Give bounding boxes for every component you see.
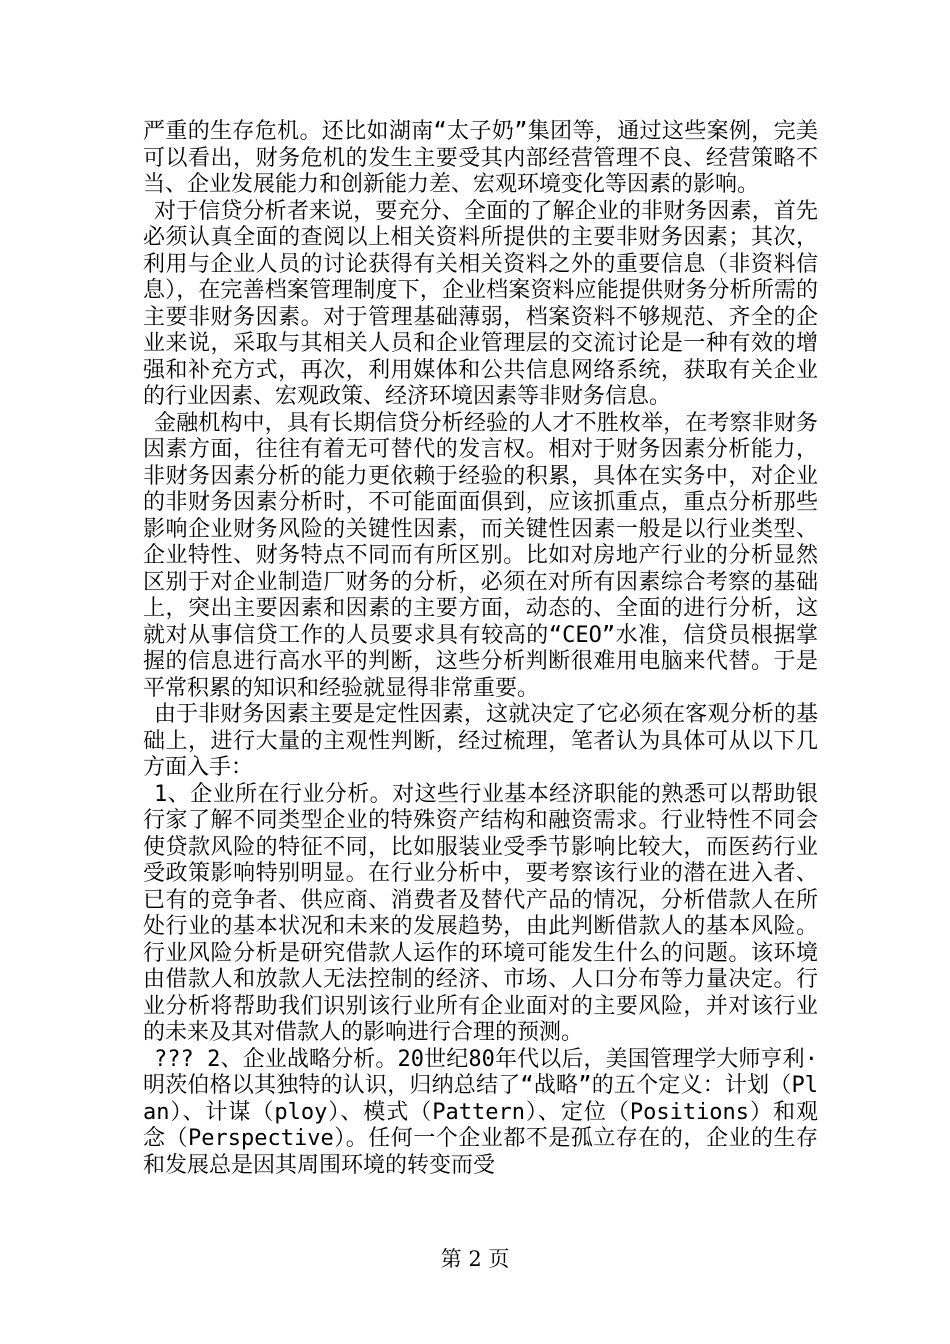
paragraph-2: 对于信贷分析者来说，要充分、全面的了解企业的非财务因素，首先必须认真全面的查阅以上相关资料所提供的主要非财务因素；其次，利用与企业人员的讨论获得有关相关资料之外的重要信息（非资料信息），在完善档案管理制度下，企业档案资料应能提供财务分析所需的主要非财务因素。对于管理基础薄弱，档案资料不够规范、齐全的企业来说，采取与其相关人员和企业管理层的交流讨论是一种有效的增强和补充方式，再次，利用媒体和公共信息网络系统，获取有关企业的行业因素、宏观政策、经济环境因素等非财务信息。	[143, 198, 818, 409]
paragraph-6: ??? 2、企业战略分析。20世纪80年代以后，美国管理学大师亨利·明茨伯格以其独特的认识，归纳总结了“战略”的五个定义：计划（Plan）、计谋（ploy）、模式（Pattern）、定位（Positions）和观念（Perspective）。任何一个企业都不是孤立存在的，企业的生存和发展总是因其周围环境的转变而受	[143, 1046, 818, 1178]
paragraph-5: 1、企业所在行业分析。对这些行业基本经济职能的熟悉可以帮助银行家了解不同类型企业的特殊资产结构和融资需求。行业特性不同会使贷款风险的特征不同，比如服装业受季节影响比较大，而医药行业受政策影响特别明显。在行业分析中，要考察该行业的潜在进入者、已有的竞争者、供应商、消费者及替代产品的情况，分析借款人在所处行业的基本状况和未来的发展趋势，由此判断借款人的基本风险。行业风险分析是研究借款人运作的环境可能发生什么的问题。该环境由借款人和放款人无法控制的经济、市场、人口分布等力量决定。行业分析将帮助我们识别该行业所有企业面对的主要风险，并对该行业的未来及其对借款人的影响进行合理的预测。	[143, 781, 818, 1045]
paragraph-4: 由于非财务因素主要是定性因素，这就决定了它必须在客观分析的基础上，进行大量的主观性判断，经过梳理，笔者认为具体可从以下几方面入手：	[143, 702, 818, 780]
paragraph-3: 金融机构中，具有长期信贷分析经验的人才不胜枚举，在考察非财务因素方面，往往有着无可替代的发言权。相对于财务因素分析能力，非财务因素分析的能力更依赖于经验的积累，具体在实务中，对企业的非财务因素分析时，不可能面面俱到，应该抓重点，重点分析那些影响企业财务风险的关键性因素，而关键性因素一般是以行业类型、企业特性、财务特点不同而有所区别。比如对房地产行业的分析显然区别于对企业制造厂财务的分析，必须在对所有因素综合考察的基础上，突出主要因素和因素的主要方面，动态的、全面的进行分析，这就对从事信贷工作的人员要求具有较高的“CEO”水准，信贷员根据掌握的信息进行高水平的判断，这些分析判断很难用电脑来代替。于是平常积累的知识和经验就显得非常重要。	[143, 410, 818, 701]
body-text	[143, 119, 818, 1179]
paragraph-1: 严重的生存危机。还比如湖南“太子奶”集团等，通过这些案例，完美可以看出，财务危机的发生主要受其内部经营管理不良、经营策略不当、企业发展能力和创新能力差、宏观环境变化等因素的影响。	[143, 119, 818, 197]
page-number: 第 2 页	[440, 1247, 510, 1271]
